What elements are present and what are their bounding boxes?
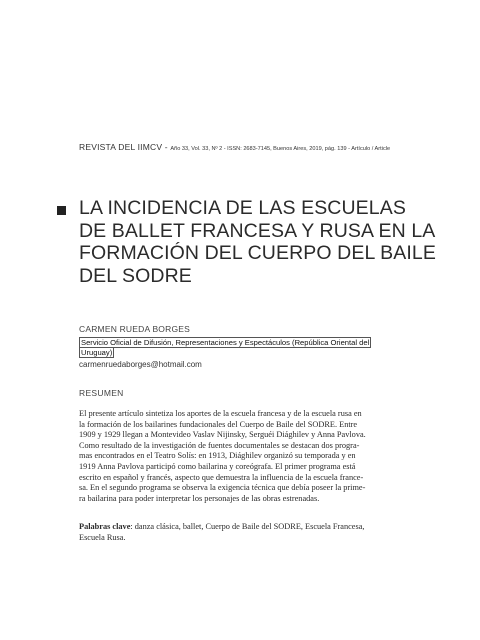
abstract-line: El presente artículo sintetiza los aportes de la escuela francesa y de la escuela rusa en <box>79 409 362 418</box>
keywords-label: Palabras clave <box>79 522 131 531</box>
author-email[interactable]: carmenruedaborges@hotmail.com <box>79 360 202 369</box>
abstract-line: 1909 y 1929 llegan a Montevideo Vaslav Nijinsky, Serguéi Diághilev y Anna Pavlova. <box>79 430 366 440</box>
author-affiliation <box>79 338 411 358</box>
title-line: LA INCIDENCIA DE LAS ESCUELAS <box>79 197 406 219</box>
affiliation-line: Servicio Oficial de Difusión, Representaciones y Espectáculos (República Oriental del <box>81 338 370 347</box>
journal-meta: Año 33, Vol. 33, Nº 2 - ISSN: 2683-7145, Buenos Aires, 2019, pág. 139 - Artículo / Article <box>170 146 391 152</box>
author-block <box>79 324 419 369</box>
title-line: DE BALLET FRANCESA Y RUSA EN LA <box>79 219 436 242</box>
affiliation-line: Uruguay) <box>81 348 113 357</box>
abstract-line: la formación de los bailarines fundacionales del Cuerpo de Baile del SODRE. Entre <box>79 419 358 429</box>
article-title <box>79 197 436 287</box>
keywords-list: : danza clásica, ballet, Cuerpo de Baile del SODRE, Escuela Francesa, <box>130 522 365 531</box>
abstract-line: 1919 Anna Pavlova participó como bailarina y coreógrafa. El primer programa está <box>79 461 356 471</box>
title-line: DEL SODRE <box>79 264 192 287</box>
keywords <box>79 521 424 543</box>
abstract-line: sa. En el segundo programa se observa la exigencia técnica que debía poseer la prime- <box>79 483 366 493</box>
journal-name: REVISTA DEL IIMCV - <box>79 142 171 152</box>
abstract-line: escrito en español y francés, aspecto que demuestra la influencia de la escuela france- <box>79 472 364 482</box>
abstract-line: mas encontrados en el Teatro Solís: en 1913, Diághilev organizó su temporada y en <box>79 451 356 461</box>
author-name: CARMEN RUEDA BORGES <box>79 324 191 334</box>
abstract-heading: RESUMEN <box>79 388 124 398</box>
keywords-list-continued: Escuela Rusa. <box>79 533 126 542</box>
abstract-line: Como resultado de la investigación de fuentes documentales se destacan dos progra- <box>79 440 360 450</box>
journal-header <box>79 137 419 155</box>
abstract-text <box>79 409 424 504</box>
square-bullet-icon <box>57 206 66 215</box>
title-line: FORMACIÓN DEL CUERPO DEL BAILE <box>79 242 436 264</box>
abstract-line: ra bailarina para poder interpretar los personajes de las obras estrenadas. <box>79 493 320 503</box>
